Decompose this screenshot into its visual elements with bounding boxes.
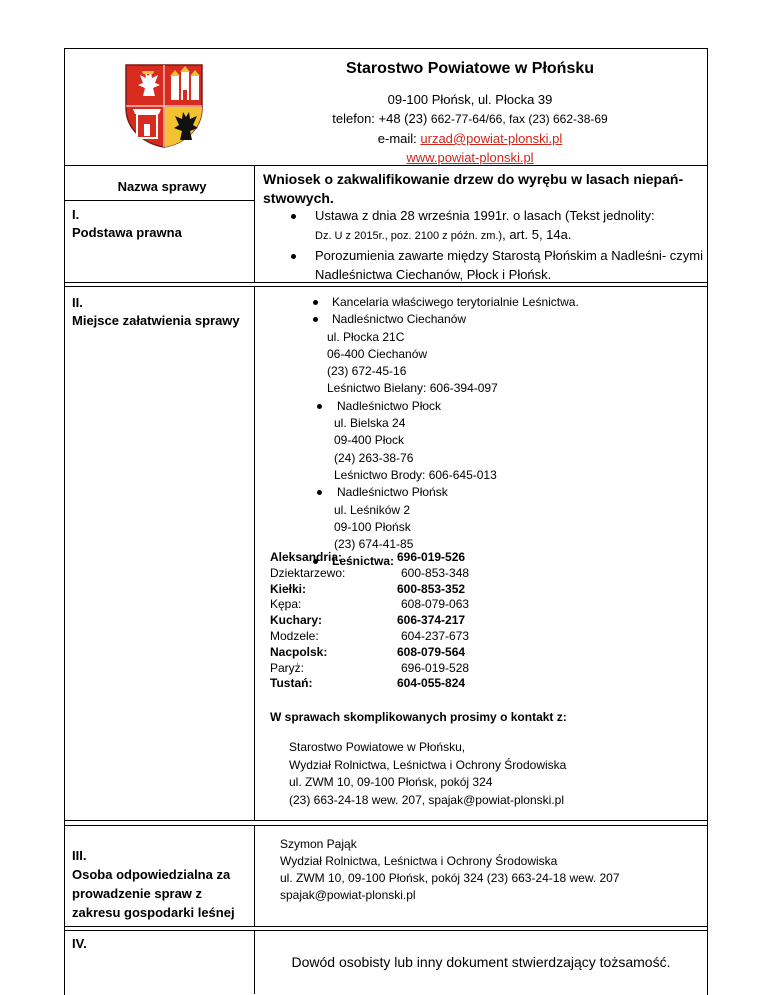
email-link[interactable]: urzad@powiat-plonski.pl	[420, 131, 563, 146]
bullet-icon	[291, 214, 296, 219]
district-phone: 608-079-063	[401, 597, 470, 612]
documents-label: IV.	[72, 936, 87, 951]
divider	[64, 930, 707, 931]
divider	[64, 200, 255, 201]
district-name: Aleksandria:	[270, 550, 343, 564]
bullet-icon	[317, 490, 322, 495]
office-title: Starostwo Powiatowe w Płońsku	[345, 60, 595, 77]
table-row	[270, 550, 510, 566]
responsible-person-details: Szymon Pająk Wydział Rolnictwa, Leśnictwa i Ochrony Środowiska ul. ZWM 10, 09-100 Płońsk, pokój 324 (23) 663-24-18 wew. 207 spajak@powiat-plonski.pl	[280, 837, 620, 902]
district-phone: 606-374-217	[397, 613, 466, 628]
office-address: 09-100 Płońsk, ul. Płocka 39	[387, 92, 553, 107]
legal-basis-label: I. Podstawa prawna	[72, 207, 182, 240]
documents-value: Dowód osobisty lub inny dokument stwierdzający tożsamość.	[291, 954, 671, 970]
bullet-icon	[313, 317, 318, 322]
table-row	[270, 566, 510, 582]
table-row	[270, 661, 510, 677]
case-name-value: Wniosek o zakwalifikowanie drzew do wyrębu w lasach niepań- stwowych.	[263, 171, 684, 206]
address: ul. Płocka 21C 06-400 Ciechanów (23) 672-45-16 Leśnictwo Bielany: 606-394-097	[327, 329, 498, 396]
divider	[64, 165, 707, 166]
district-name: Nacpolsk:	[270, 644, 328, 659]
legal-basis-list	[263, 206, 703, 284]
coat-of-arms-icon	[123, 62, 205, 148]
place-label: II. Miejsce załatwienia sprawy	[72, 295, 240, 328]
list-item: Porozumienia zawarte między Starostą Płońskim a Nadleśni- czymi Nadleśnictwa Ciechanów, Płock i Płońsk.	[263, 246, 703, 284]
district-name: Kuchary:	[270, 613, 323, 628]
case-name-label: Nazwa sprawy	[117, 179, 207, 194]
district-phone: 608-079-564	[397, 644, 466, 659]
website-link[interactable]: www.powiat-plonski.pl	[406, 150, 534, 165]
district-phone: 604-237-673	[401, 628, 470, 643]
district-name: Dziektarzewo:	[270, 565, 346, 580]
divider	[64, 825, 707, 826]
district-name: Kiełki:	[270, 581, 307, 596]
table-row	[270, 582, 510, 598]
place-details	[270, 294, 690, 571]
address: ul. Leśników 2 09-100 Płońsk (23) 674-41-85	[334, 502, 414, 552]
list-item: Nadleśnictwo Ciechanów	[270, 311, 690, 328]
district-phone: 604-055-824	[397, 676, 466, 691]
district-name: Paryż:	[270, 660, 305, 675]
divider	[64, 926, 707, 927]
list-item: Kancelaria właściwego terytorialnie Leśnictwa.	[270, 294, 690, 311]
office-email: e-mail: urzad@powiat-plonski.pl	[377, 131, 563, 146]
divider	[254, 826, 255, 926]
district-phone: 696-019-526	[397, 550, 466, 564]
list-item: Leśnictwa:	[270, 553, 690, 570]
table-row	[270, 629, 510, 645]
divider	[254, 166, 255, 282]
list-item: Nadleśnictwo Płock	[270, 398, 690, 415]
list-item: Nadleśnictwo Płońsk	[270, 484, 690, 501]
address: ul. Bielska 24 09-400 Płock (24) 263-38-76 Leśnictwo Brody: 606-645-013	[334, 416, 497, 482]
table-row	[270, 676, 510, 692]
bullet-icon	[313, 300, 318, 305]
district-phone: 696-019-528	[401, 660, 470, 675]
bullet-icon	[317, 404, 322, 409]
responsible-person-label: III. Osoba odpowiedzialna za prowadzenie spraw z zakresu gospodarki leśnej	[72, 848, 235, 920]
district-name: Tustań:	[270, 676, 313, 691]
district-phone: 600-853-352	[397, 581, 466, 596]
complex-cases-contact: Starostwo Powiatowe w Płońsku, Wydział Rolnictwa, Leśnictwa i Ochrony Środowiska ul. ZWM 10, 09-100 Płońsk, pokój 324 (23) 663-24-18 wew. 207, spajak@powiat-plonski.pl	[289, 740, 567, 807]
table-row	[270, 613, 510, 629]
district-name: Modzele:	[270, 628, 319, 643]
divider	[64, 286, 707, 287]
header	[300, 58, 640, 167]
complex-cases-heading: W sprawach skomplikowanych prosimy o kontakt z:	[270, 710, 567, 724]
forest-districts-table	[270, 550, 510, 692]
table-row	[270, 645, 510, 661]
office-phone: telefon: +48 (23) 662-77-64/66, fax (23) 662-38-69	[332, 111, 608, 126]
district-phone: 600-853-348	[401, 565, 470, 580]
divider	[64, 820, 707, 821]
district-name: Kępa:	[270, 597, 302, 612]
list-item: Ustawa z dnia 28 września 1991r. o lasach (Tekst jednolity: Dz. U z 2015r., poz. 2100 z późn. zm.), art. 5, 14a.	[263, 206, 703, 246]
bullet-icon	[291, 254, 296, 259]
divider	[254, 287, 255, 820]
table-row	[270, 597, 510, 613]
